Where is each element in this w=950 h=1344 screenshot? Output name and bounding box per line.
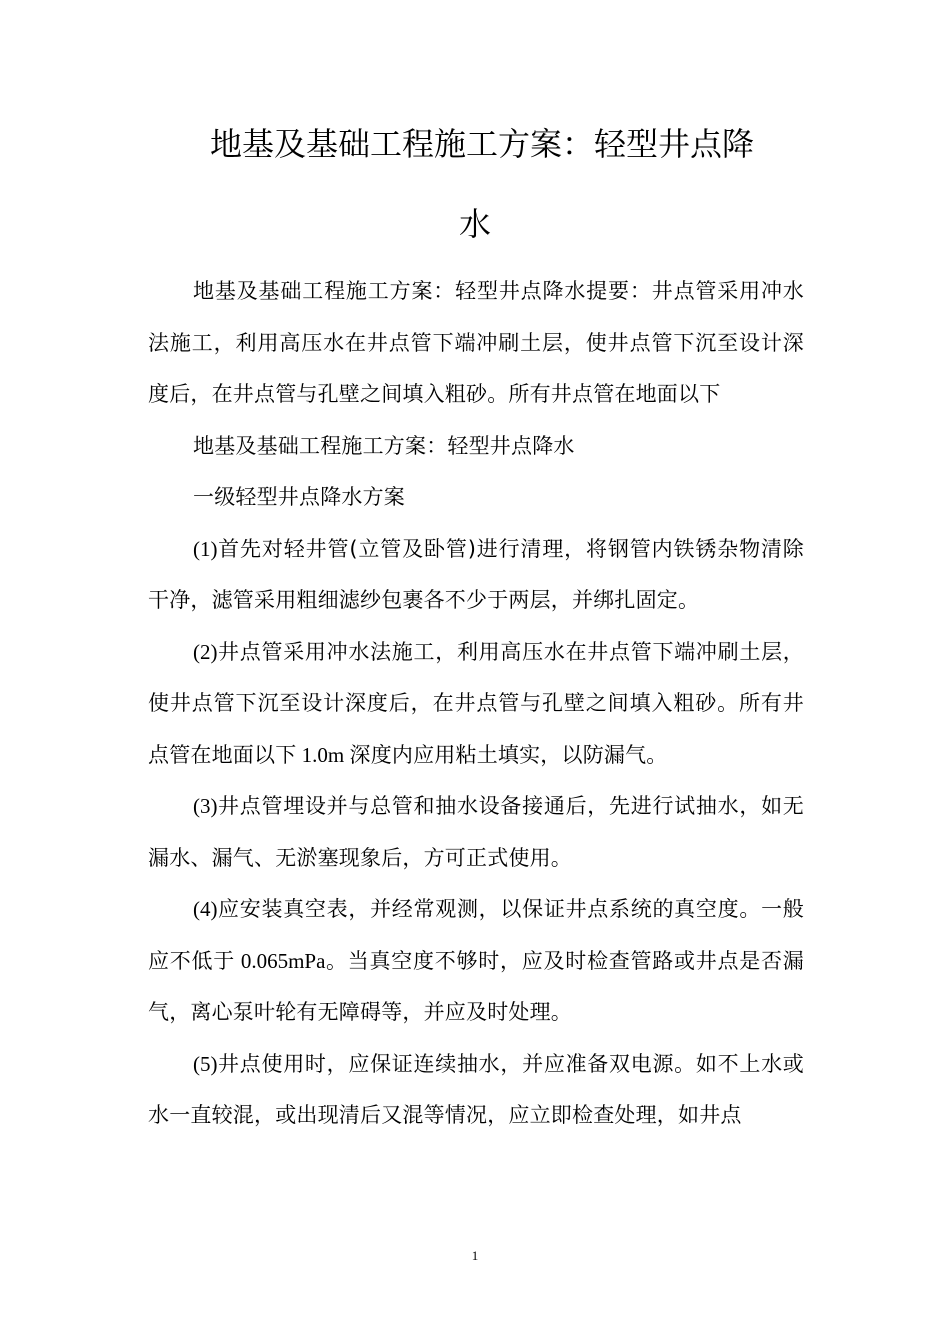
title-line-1: 地基及基础工程施工方案：轻型井点降 (210, 125, 755, 163)
document-body (148, 266, 804, 1142)
measure-value: 1.0m (296, 742, 350, 767)
step-number: (1) (193, 536, 218, 561)
paragraph-text: 井点使用时，应保证连续抽水，并应准备双电源。如不上水或水一直较混，或出现清后又混等情况，应立即检查处理，如井点 (148, 1051, 804, 1127)
step-number: (5) (193, 1051, 218, 1076)
page-number: 1 (471, 1248, 479, 1263)
paragraph-text: 井点管埋设并与总管和抽水设备接通后，先进行试抽水，如无漏水、漏气、无淤塞现象后，方可正式使用。 (148, 794, 804, 870)
paragraph-text: 井点管采用冲水法施工，利用高压水在井点管下端冲刷土层，使井点管下沉至设计深度后，在井点管与孔壁之间填入粗砂。所有井点管在地面以下 (148, 639, 804, 767)
paragraph-step-2 (148, 627, 804, 782)
paragraph-text: 首先对轻井管(立管及卧管)进行清理，将钢管内铁锈杂物清除干净，滤管采用粗细滤纱包裹各不少于两层，并绑扎固定。 (148, 536, 804, 612)
title-line-2: 水 (458, 205, 491, 243)
measure-value: 0.065mPa (235, 948, 326, 973)
paragraph-step-5 (148, 1039, 804, 1142)
step-number: (2) (193, 639, 218, 664)
paragraph-step-4 (148, 884, 804, 1039)
paragraph-text-suffix: 。当真空度不够时，应及时检查管路或井点是否漏气，离心泵叶轮有无障碍等，并应及时处理。 (148, 948, 804, 1024)
paragraph-text-suffix: 深度内应用粘土填实，以防漏气。 (349, 742, 668, 767)
paragraph-summary (148, 266, 804, 421)
paragraph-text: 地基及基础工程施工方案：轻型井点降水提要：井点管采用冲水法施工，利用高压水在井点管下端冲刷土层，使井点管下沉至设计深度后，在井点管与孔壁之间填入粗砂。所有井点管在地面以下 (148, 279, 804, 406)
step-number: (3) (193, 794, 218, 818)
paragraph-subheading (148, 472, 804, 524)
step-number: (4) (193, 897, 218, 921)
paragraph-text: 一级轻型井点降水方案 (193, 485, 405, 509)
document-title (148, 104, 802, 264)
paragraph-heading (148, 421, 804, 473)
paragraph-step-3 (148, 781, 804, 884)
paragraph-text: 地基及基础工程施工方案：轻型井点降水 (193, 433, 575, 458)
paragraph-text: 应安装真空表，并经常观测，以保证井点系统的真空度。一般应不低于 (148, 897, 804, 973)
paragraph-step-1 (148, 524, 804, 627)
